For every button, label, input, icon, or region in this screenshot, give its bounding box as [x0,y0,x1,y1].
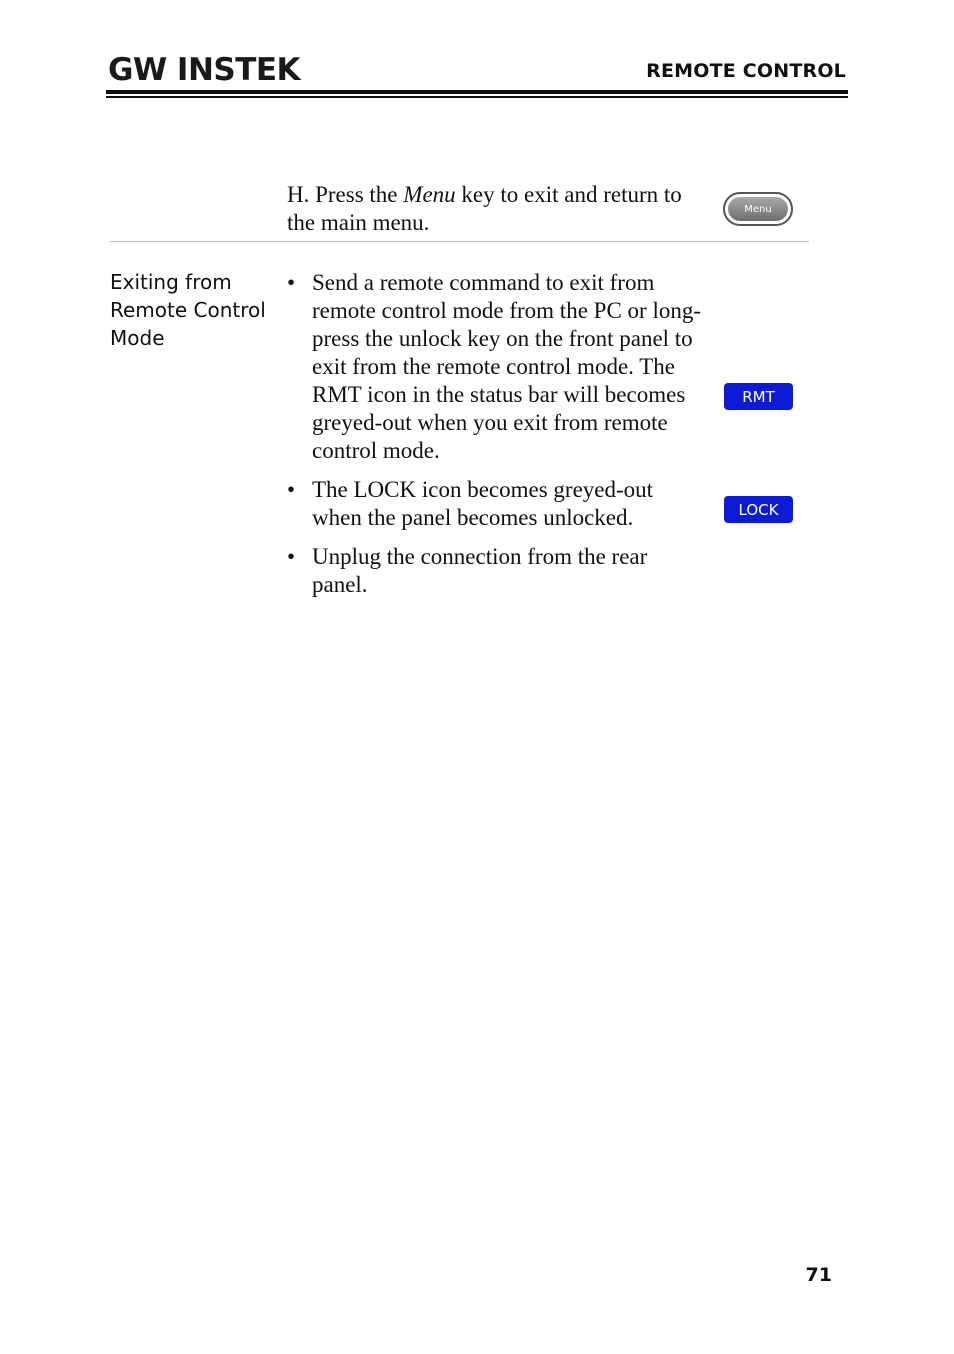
section-divider [110,241,809,242]
lock-badge-icon: LOCK [724,496,793,523]
menu-key-icon [723,192,793,226]
menu-key-label: Menu [728,197,788,221]
page-number: 71 [805,1264,832,1286]
exiting-remote-label: Exiting from Remote Control Mode [110,270,266,350]
step-h-text [287,181,707,237]
step-h-suffix: key to exit and return to the main menu. [287,182,682,235]
step-h-prefix: H. Press the [287,182,404,207]
header-rule-thick [106,90,848,94]
step-h-key-name: Menu [403,182,456,207]
gw-instek-logo: GW INSTEK [108,52,301,88]
bullet-lock-icon: • The LOCK icon becomes greyed-out when the panel becomes unlocked. [287,476,707,532]
header-rule-thin [106,96,848,98]
rmt-badge-icon: RMT [724,383,793,410]
bullet-remote-command: • Send a remote command to exit from remote control mode from the PC or long-press the unlock key on the front panel to exit from the remote control mode. The RMT icon in the status bar will becomes greyed-out when you exit from remote control mode. [287,269,707,465]
bullet-unplug: • Unplug the connection from the rear panel. [287,543,707,599]
section-title: REMOTE CONTROL [646,60,846,82]
exit-bullet-list [287,269,707,599]
